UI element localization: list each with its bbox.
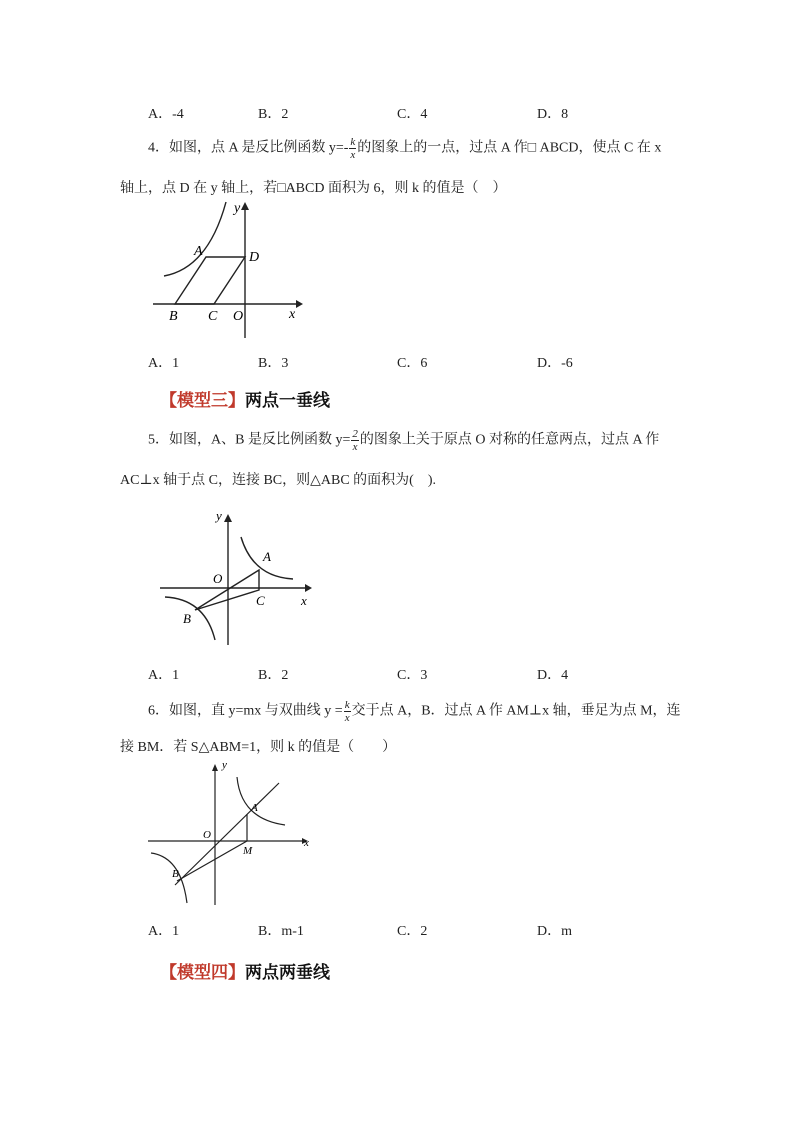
q6-segment-bm xyxy=(177,841,247,881)
q4-label-b: B xyxy=(169,309,178,324)
q6-label-m: M xyxy=(243,845,253,857)
q4-option-b: B．3 xyxy=(258,356,289,371)
q6-label-y: y xyxy=(222,759,227,771)
q3-option-d: D．8 xyxy=(537,107,569,122)
q6-label-o: O xyxy=(203,829,211,841)
q4-stem-part1: 4．如图，点 A 是反比例函数 y=- xyxy=(148,140,349,156)
q4-figure xyxy=(148,198,318,343)
q6-option-d: D．m xyxy=(537,924,572,939)
q5-frac-num: 2 xyxy=(352,428,358,440)
q4-parallelogram xyxy=(175,257,245,304)
q5-option-c: C．3 xyxy=(397,668,428,683)
q4-label-x: x xyxy=(289,307,296,322)
heading4-bracket-open: 【 xyxy=(160,963,177,983)
q5-option-d: D．4 xyxy=(537,668,569,683)
q4-label-a: A xyxy=(194,244,203,259)
q5-label-b: B xyxy=(183,611,191,626)
q4-stem-line2: 轴上，点 D 在 y 轴上，若□ABCD 面积为 6，则 k 的值是（ ） xyxy=(120,181,507,196)
q6-fraction xyxy=(344,699,351,724)
q6-stem-line2: 接 BM．若 S△ABM=1，则 k 的值是（ ） xyxy=(120,740,397,755)
q6-frac-den: x xyxy=(344,712,350,724)
heading3-bracket-open: 【 xyxy=(160,391,177,411)
q6-figure xyxy=(145,757,320,907)
q4-frac-den: x xyxy=(350,149,356,161)
q5-option-b: B．2 xyxy=(258,668,289,683)
q3-option-a: A．-4 xyxy=(148,107,184,122)
heading3-bracket-close: 】 xyxy=(228,391,245,411)
q5-label-a: A xyxy=(263,549,271,564)
q5-label-o: O xyxy=(213,571,223,586)
q5-triangle xyxy=(195,570,259,610)
q6-option-b: B．m-1 xyxy=(258,924,304,939)
q5-fraction xyxy=(351,428,359,453)
q3-option-c: C．4 xyxy=(397,107,428,122)
q6-label-x: x xyxy=(304,837,309,849)
q5-figure xyxy=(155,505,325,650)
q5-option-a: A．1 xyxy=(148,668,180,683)
section-heading-model-3 xyxy=(160,386,330,411)
q4-label-d: D xyxy=(249,250,260,265)
q6-frac-num: k xyxy=(344,699,350,711)
q4-fraction xyxy=(349,136,356,161)
q5-stem-line1 xyxy=(148,428,659,453)
q4-option-c: C．6 xyxy=(397,356,428,371)
q4-hyperbola xyxy=(164,202,226,276)
heading4-bracket-close: 】 xyxy=(228,963,245,983)
heading4-title-a: 模型四 xyxy=(177,963,228,983)
q5-stem-part1: 5．如图，A、B 是反比例函数 y= xyxy=(148,432,351,448)
q4-option-d: D．-6 xyxy=(537,356,573,371)
q6-label-a: A xyxy=(251,802,258,814)
q5-stem-part2: 的图象上关于原点 O 对称的任意两点，过点 A 作 xyxy=(359,432,660,448)
q6-stem-part2: 交于点 A，B．过点 A 作 AM⊥x 轴，垂足为点 M，连 xyxy=(351,703,681,719)
heading3-title-b: 两点一垂线 xyxy=(245,391,330,411)
heading3-title-a: 模型三 xyxy=(177,391,228,411)
q4-frac-num: k xyxy=(350,136,356,148)
q5-label-c: C xyxy=(256,593,265,608)
q5-stem-line2: AC⊥x 轴于点 C，连接 BC，则△ABC 的面积为( ). xyxy=(120,473,437,488)
q6-option-a: A．1 xyxy=(148,924,180,939)
q4-option-a: A．1 xyxy=(148,356,180,371)
q4-label-c: C xyxy=(208,309,218,324)
q6-stem-part1: 6．如图，直 y=mx 与双曲线 y = xyxy=(148,703,343,719)
q5-label-y: y xyxy=(216,508,222,523)
q6-stem-line1 xyxy=(148,699,681,724)
q4-stem-part2: 的图象上的一点，过点 A 作□ ABCD，使点 C 在 x xyxy=(357,140,662,156)
section-heading-model-4 xyxy=(160,958,330,983)
q6-option-c: C．2 xyxy=(397,924,428,939)
q6-label-b: B xyxy=(172,868,179,880)
heading4-title-b: 两点两垂线 xyxy=(245,963,330,983)
q4-label-o: O xyxy=(233,309,244,324)
q5-label-x: x xyxy=(301,593,307,608)
q4-stem-line1 xyxy=(148,136,661,161)
q3-option-b: B．2 xyxy=(258,107,289,122)
q5-frac-den: x xyxy=(352,441,358,453)
q4-label-y: y xyxy=(234,201,241,216)
q6-line-ymx xyxy=(175,783,279,885)
